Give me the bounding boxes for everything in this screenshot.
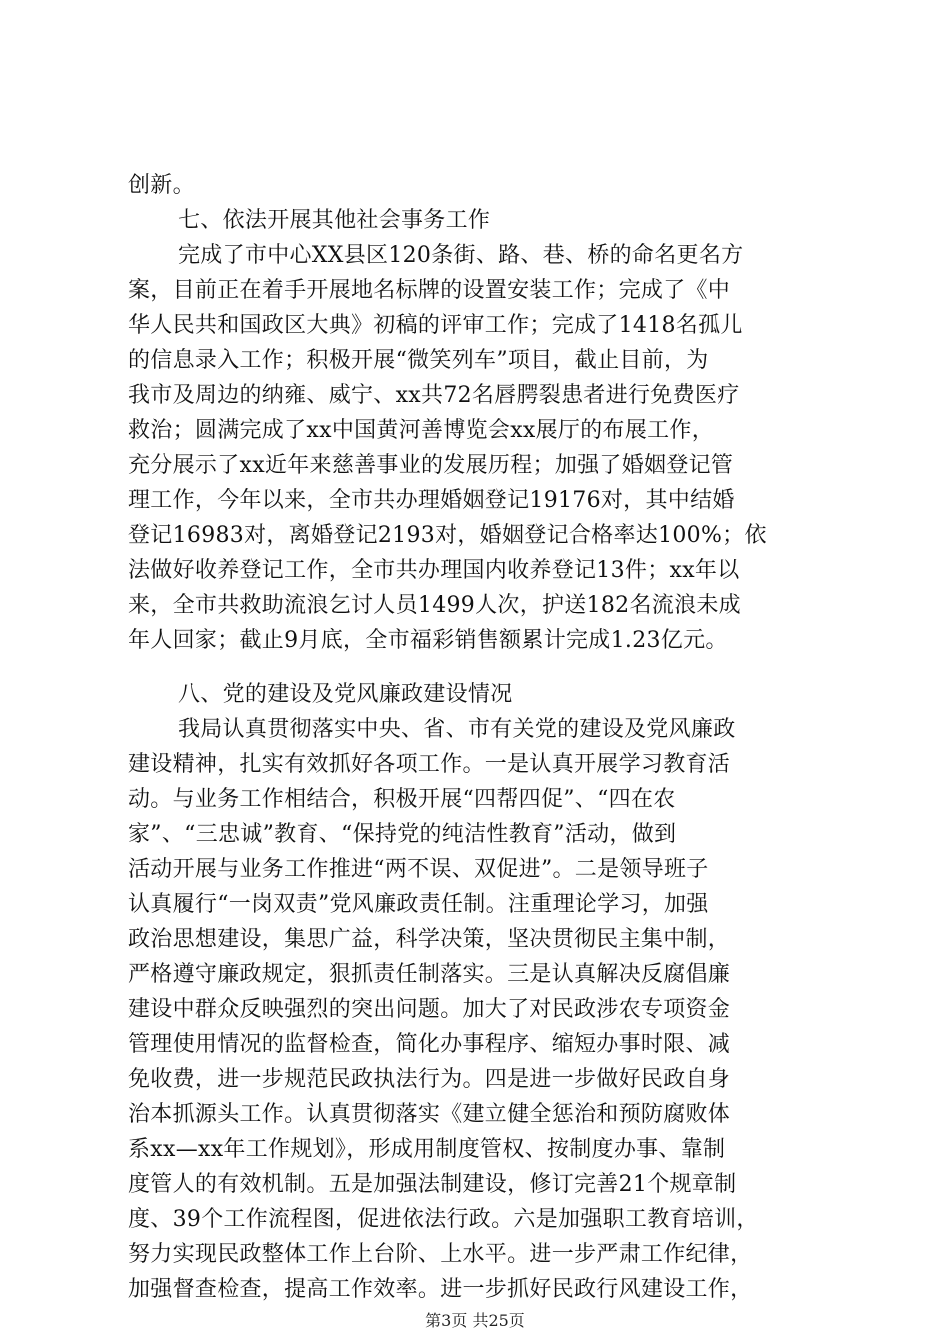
text-line: 我局认真贯彻落实中央、省、市有关党的建设及党风廉政 [178, 717, 736, 742]
text-line: 动。与业务工作相结合，积极开展“四帮四促”、“四在农 [128, 787, 676, 812]
text-line: 法做好收养登记工作，全市共办理国内收养登记13件；xx年以 [128, 558, 740, 583]
text-line: 的信息录入工作；积极开展“微笑列车”项目，截止目前，为 [128, 348, 709, 373]
text-line: 案，目前正在着手开展地名标牌的设置安装工作；完成了《中 [128, 278, 731, 303]
text-line: 建设精神，扎实有效抓好各项工作。一是认真开展学习教育活 [128, 752, 731, 777]
text-line: 理工作，今年以来，全市共办理婚姻登记19176对，其中结婚 [128, 488, 735, 513]
text-line: 加强督查检查，提高工作效率。进一步抓好民政行风建设工作， [128, 1277, 753, 1302]
text-line: 完成了市中心XX县区120条街、路、巷、桥的命名更名方 [178, 243, 744, 268]
text-line: 治本抓源头工作。认真贯彻落实《建立健全惩治和预防腐败体 [128, 1102, 731, 1127]
text-line: 度管人的有效机制。五是加强法制建设，修订完善21个规章制 [128, 1172, 737, 1197]
text-line: 我市及周边的纳雍、威宁、xx共72名唇腭裂患者进行免费医疗 [128, 383, 740, 408]
text-line: 认真履行“一岗双责”党风廉政责任制。注重理论学习，加强 [128, 892, 709, 917]
section-heading-7: 七、依法开展其他社会事务工作 [178, 208, 491, 233]
text-line: 政治思想建设，集思广益，科学决策，坚决贯彻民主集中制， [128, 927, 731, 952]
text-line: 年人回家；截止9月底，全市福彩销售额累计完成1.23亿元。 [128, 628, 728, 653]
text-line: 系xx—xx年工作规划》，形成用制度管权、按制度办事、靠制 [128, 1137, 726, 1162]
text-line: 免收费，进一步规范民政执法行为。四是进一步做好民政自身 [128, 1067, 731, 1092]
text-line: 来，全市共救助流浪乞讨人员1499人次，护送182名流浪未成 [128, 593, 741, 618]
text-line: 华人民共和国政区大典》初稿的评审工作；完成了1418名孤儿 [128, 313, 743, 338]
section-heading-8: 八、党的建设及党风廉政建设情况 [178, 682, 513, 707]
text-line: 建设中群众反映强烈的突出问题。加大了对民政涉农专项资金 [128, 997, 731, 1022]
text-line: 登记16983对，离婚登记2193对，婚姻登记合格率达100%；依 [128, 523, 767, 548]
text-line: 活动开展与业务工作推进“两不误、双促进”。二是领导班子 [128, 857, 709, 882]
text-line: 努力实现民政整体工作上台阶、上水平。进一步严肃工作纪律， [128, 1242, 753, 1267]
text-line: 度、39个工作流程图，促进依法行政。六是加强职工教育培训， [128, 1207, 759, 1232]
page-footer: 第3页 共25页 [425, 1311, 525, 1330]
text-line: 充分展示了xx近年来慈善事业的发展历程；加强了婚姻登记管 [128, 453, 734, 478]
text-line: 管理使用情况的监督检查，简化办事程序、缩短办事时限、减 [128, 1032, 731, 1057]
text-line: 家”、“三忠诚”教育、“保持党的纯洁性教育”活动，做到 [128, 822, 677, 847]
text-line: 创新。 [128, 173, 195, 198]
text-line: 严格遵守廉政规定，狠抓责任制落实。三是认真解决反腐倡廉 [128, 962, 731, 987]
text-line: 救治；圆满完成了xx中国黄河善博览会xx展厅的布展工作， [128, 418, 715, 443]
